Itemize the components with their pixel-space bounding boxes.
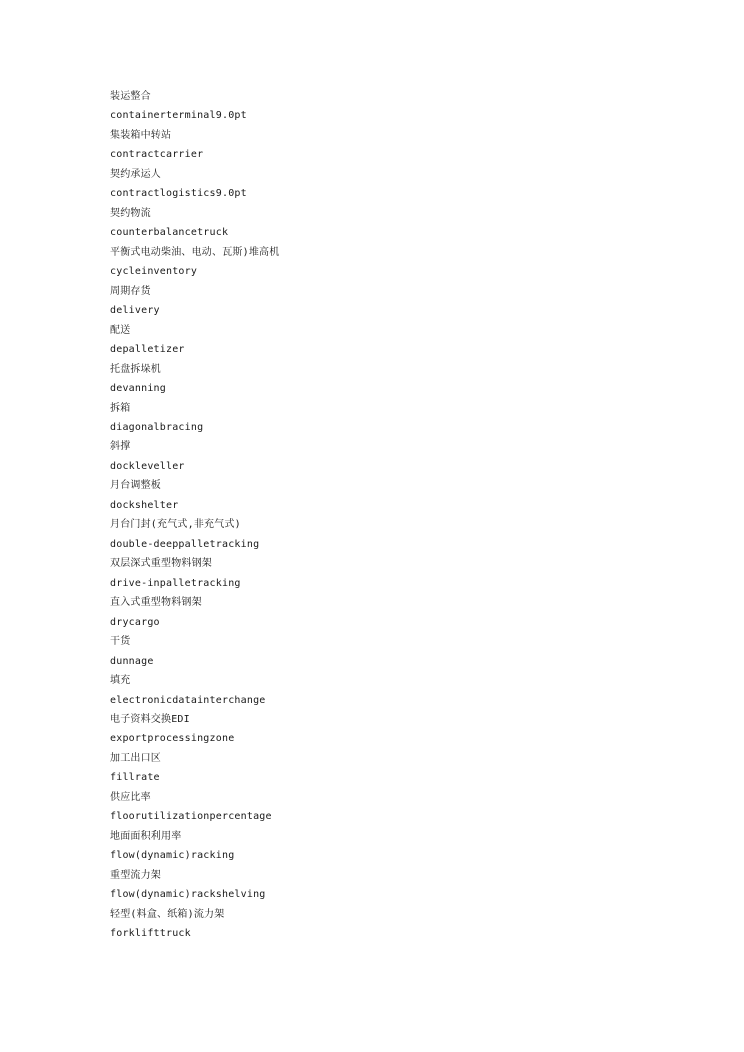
glossary-line: devanning: [110, 383, 166, 395]
glossary-line: 供应比率: [110, 791, 151, 803]
glossary-line: 周期存货: [110, 285, 151, 297]
glossary-line: 契约承运人: [110, 168, 161, 180]
glossary-line: flow(dynamic)racking: [110, 850, 235, 862]
glossary-line: 集装箱中转站: [110, 129, 172, 141]
glossary-line: 斜撑: [110, 441, 131, 453]
glossary-line: floorutilizationpercentage: [110, 811, 272, 823]
glossary-line: 托盘拆垛机: [110, 363, 161, 375]
glossary-line: electronicdatainterchange: [110, 694, 266, 706]
glossary-line: exportprocessingzone: [110, 733, 235, 745]
glossary-line: fillrate: [110, 772, 160, 784]
glossary-line: counterbalancetruck: [110, 227, 229, 239]
glossary-line: forklifttruck: [110, 928, 191, 940]
glossary-line: drycargo: [110, 616, 160, 628]
glossary-line: contractlogistics9.0pt: [110, 188, 247, 200]
glossary-line: containerterminal9.0pt: [110, 110, 247, 122]
glossary-line: contractcarrier: [110, 149, 204, 161]
glossary-line: dockshelter: [110, 499, 179, 511]
glossary-line: 轻型(料盒、纸箱)流力架: [110, 908, 225, 920]
glossary-line: double-deeppalletracking: [110, 538, 260, 550]
glossary-line: 装运整合: [110, 91, 151, 102]
glossary-line: cycleinventory: [110, 266, 198, 278]
glossary-line: delivery: [110, 305, 160, 317]
glossary-line: dockleveller: [110, 460, 185, 472]
glossary-list: [110, 87, 279, 944]
glossary-line: dunnage: [110, 655, 154, 667]
glossary-line: 直入式重型物料钢架: [110, 597, 202, 609]
glossary-line: flow(dynamic)rackshelving: [110, 889, 266, 901]
glossary-line: 重型流力架: [110, 869, 161, 881]
glossary-line: 月台调整板: [110, 480, 161, 492]
glossary-line: 拆箱: [110, 402, 131, 414]
glossary-line: 加工出口区: [110, 752, 161, 764]
glossary-line: 平衡式电动柴油、电动、瓦斯)堆高机: [110, 246, 280, 258]
glossary-line: 月台门封(充气式,非充气式): [110, 519, 241, 531]
glossary-line: depalletizer: [110, 344, 185, 356]
glossary-line: 双层深式重型物料钢架: [110, 558, 212, 570]
glossary-line: 填充: [110, 675, 131, 687]
glossary-line: drive-inpalletracking: [110, 577, 241, 589]
glossary-line: 电子资料交换EDI: [110, 714, 190, 725]
glossary-line: 干货: [110, 636, 131, 648]
glossary-line: 契约物流: [110, 207, 151, 219]
glossary-line: 配送: [110, 324, 131, 336]
glossary-line: 地面面积利用率: [110, 830, 182, 842]
glossary-line: diagonalbracing: [110, 421, 204, 433]
